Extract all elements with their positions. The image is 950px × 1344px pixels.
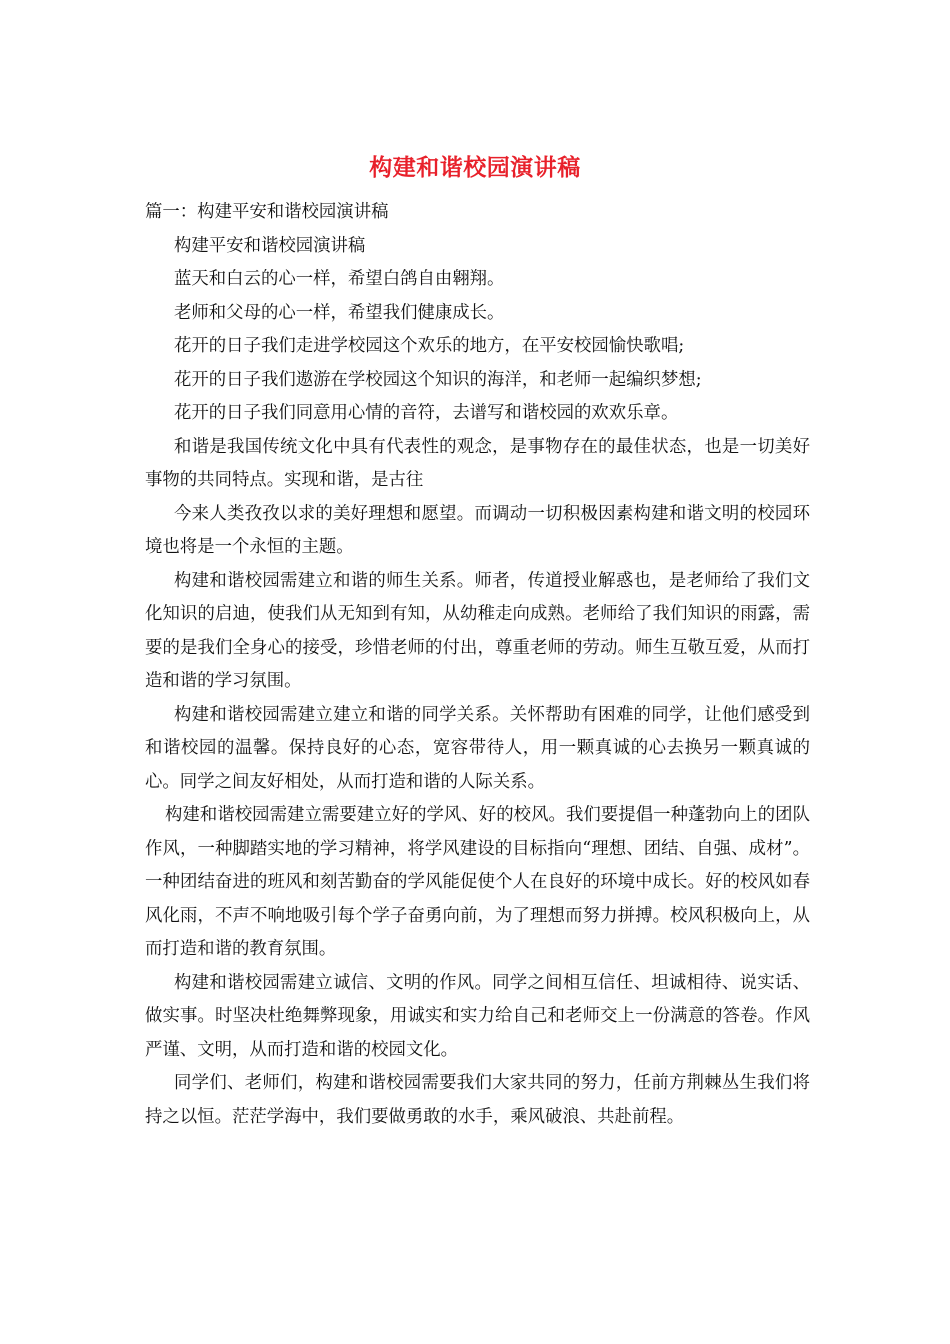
paragraph: 花开的日子我们走进学校园这个欢乐的地方，在平安校园愉快歌唱; xyxy=(174,336,685,356)
paragraph: 同学们、老师们，构建和谐校园需要我们大家共同的努力，任前方荆棘丛生我们将持之以恒。茫茫学海中，我们要做勇敢的水手，乘风破浪、共赴前程。 xyxy=(145,1073,810,1127)
paragraph: 花开的日子我们同意用心情的音符，去谱写和谐校园的欢欢乐章。 xyxy=(174,403,679,423)
document-body xyxy=(145,196,810,1134)
subtitle-paragraph: 构建平安和谐校园演讲稿 xyxy=(174,235,366,256)
paragraph: 今来人类孜孜以求的美好理想和愿望。而调动一切积极因素构建和谐文明的校园环境也将是一个永恒的主题。 xyxy=(145,503,810,557)
paragraph: 蓝天和白云的心一样，希望白鸽自由翱翔。 xyxy=(174,269,505,289)
paragraph: 构建和谐校园需建立和谐的师生关系。师者，传道授业解惑也，是老师给了我们文化知识的启迪，使我们从无知到有知，从幼稚走向成熟。老师给了我们知识的雨露，需要的是我们全身心的接受，珍惜老师的付出，尊重老师的劳动。师生互敬互爱，从而打造和谐的学习氛围。 xyxy=(145,570,810,691)
paragraph: 构建和谐校园需建立需要建立好的学风、好的校风。我们要提倡一种蓬勃向上的团队作风，一种脚踏实地的学习精神，将学风建设的目标指向“理想、团结、自强、成材”。一种团结奋进的班风和刻苦勤奋的学风能促使个人在良好的环境中成长。好的校风如春风化雨，不声不响地吸引每个学子奋勇向前，为了理想而努力拼搏。校风积极向上，从而打造和谐的教育氛围。 xyxy=(145,805,810,959)
section-heading: 篇一：构建平安和谐校园演讲稿 xyxy=(145,202,389,222)
paragraph: 老师和父母的心一样，希望我们健康成长。 xyxy=(174,302,505,323)
paragraph: 和谐是我国传统文化中具有代表性的观念，是事物存在的最佳状态，也是一切美好事物的共同特点。实现和谐，是古往 xyxy=(145,436,810,490)
paragraph: 构建和谐校园需建立诚信、文明的作风。同学之间相互信任、坦诚相待、说实话、做实事。时坚决杜绝舞弊现象，用诚实和实力给自己和老师交上一份满意的答卷。作风严谨、文明，从而打造和谐的校园文化。 xyxy=(145,972,810,1060)
paragraph: 构建和谐校园需建立建立和谐的同学关系。关怀帮助有困难的同学，让他们感受到和谐校园的温馨。保持良好的心态，宽容带待人，用一颗真诚的心去换另一颗真诚的心。同学之间友好相处，从而打造和谐的人际关系。 xyxy=(145,704,810,792)
paragraph: 花开的日子我们遨游在学校园这个知识的海洋，和老师一起编织梦想; xyxy=(174,369,702,390)
document-title: 构建和谐校园演讲稿 xyxy=(369,154,581,181)
